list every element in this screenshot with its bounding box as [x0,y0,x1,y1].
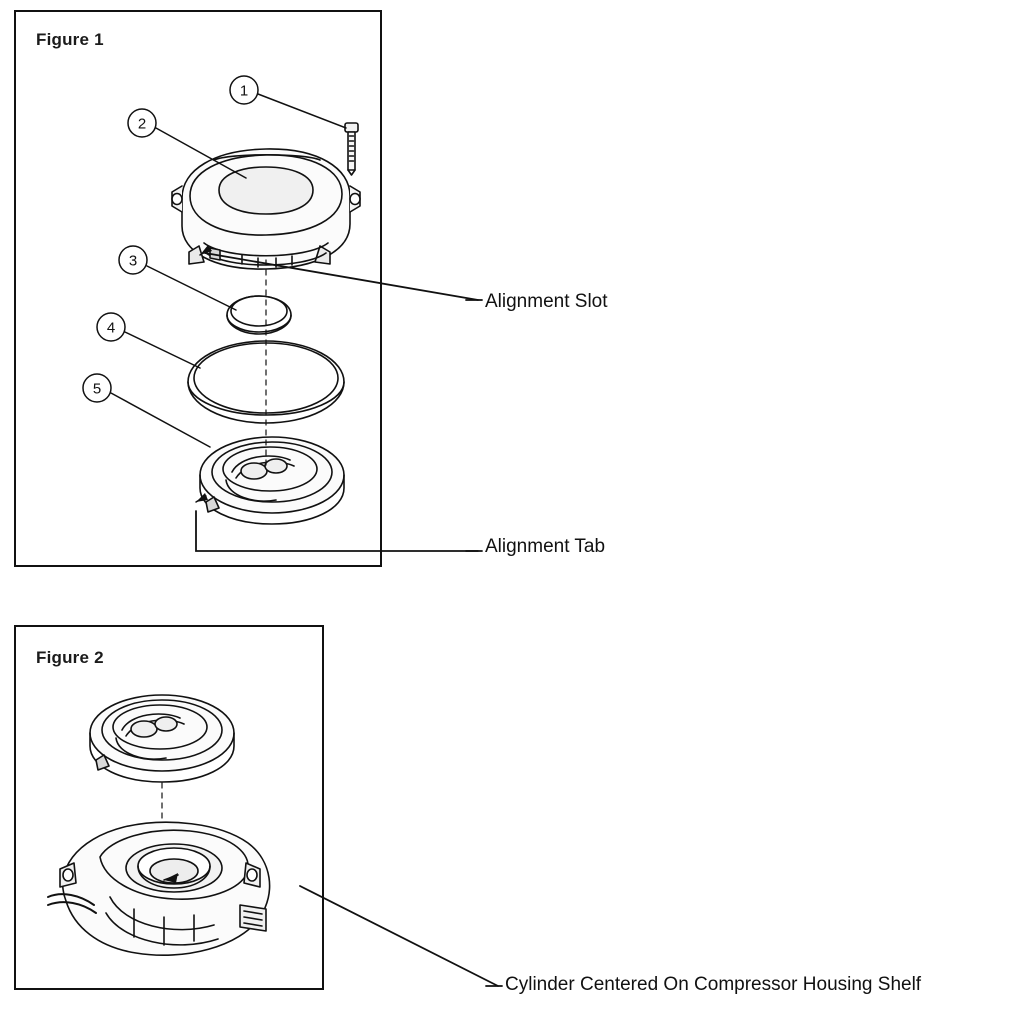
callout-5-label: 5 [92,380,102,398]
callout-1-label: 1 [239,82,249,100]
figure-2-illustration [14,625,324,990]
callout-2-label: 2 [137,115,147,133]
figure-2-title: Figure 2 [36,648,104,667]
part-small-oring [227,296,291,334]
figure-2-cylinder-assembly [90,695,234,782]
annotation-cylinder-centered: Cylinder Centered On Compressor Housing Shelf [505,974,922,995]
figure-1-title: Figure 1 [36,30,104,49]
figure-2-compressor-housing [48,822,270,955]
figure-1-illustration [14,10,382,567]
leader-cylinder-centered [300,886,498,986]
callout-4-label: 4 [106,319,116,337]
part-top-cover [172,149,360,269]
annotation-alignment-tab: Alignment Tab [485,536,606,557]
callout-3-label: 3 [128,252,138,270]
part-bolt [345,123,358,175]
annotation-alignment-slot: Alignment Slot [485,291,608,312]
part-cylinder-assembly [200,437,344,524]
